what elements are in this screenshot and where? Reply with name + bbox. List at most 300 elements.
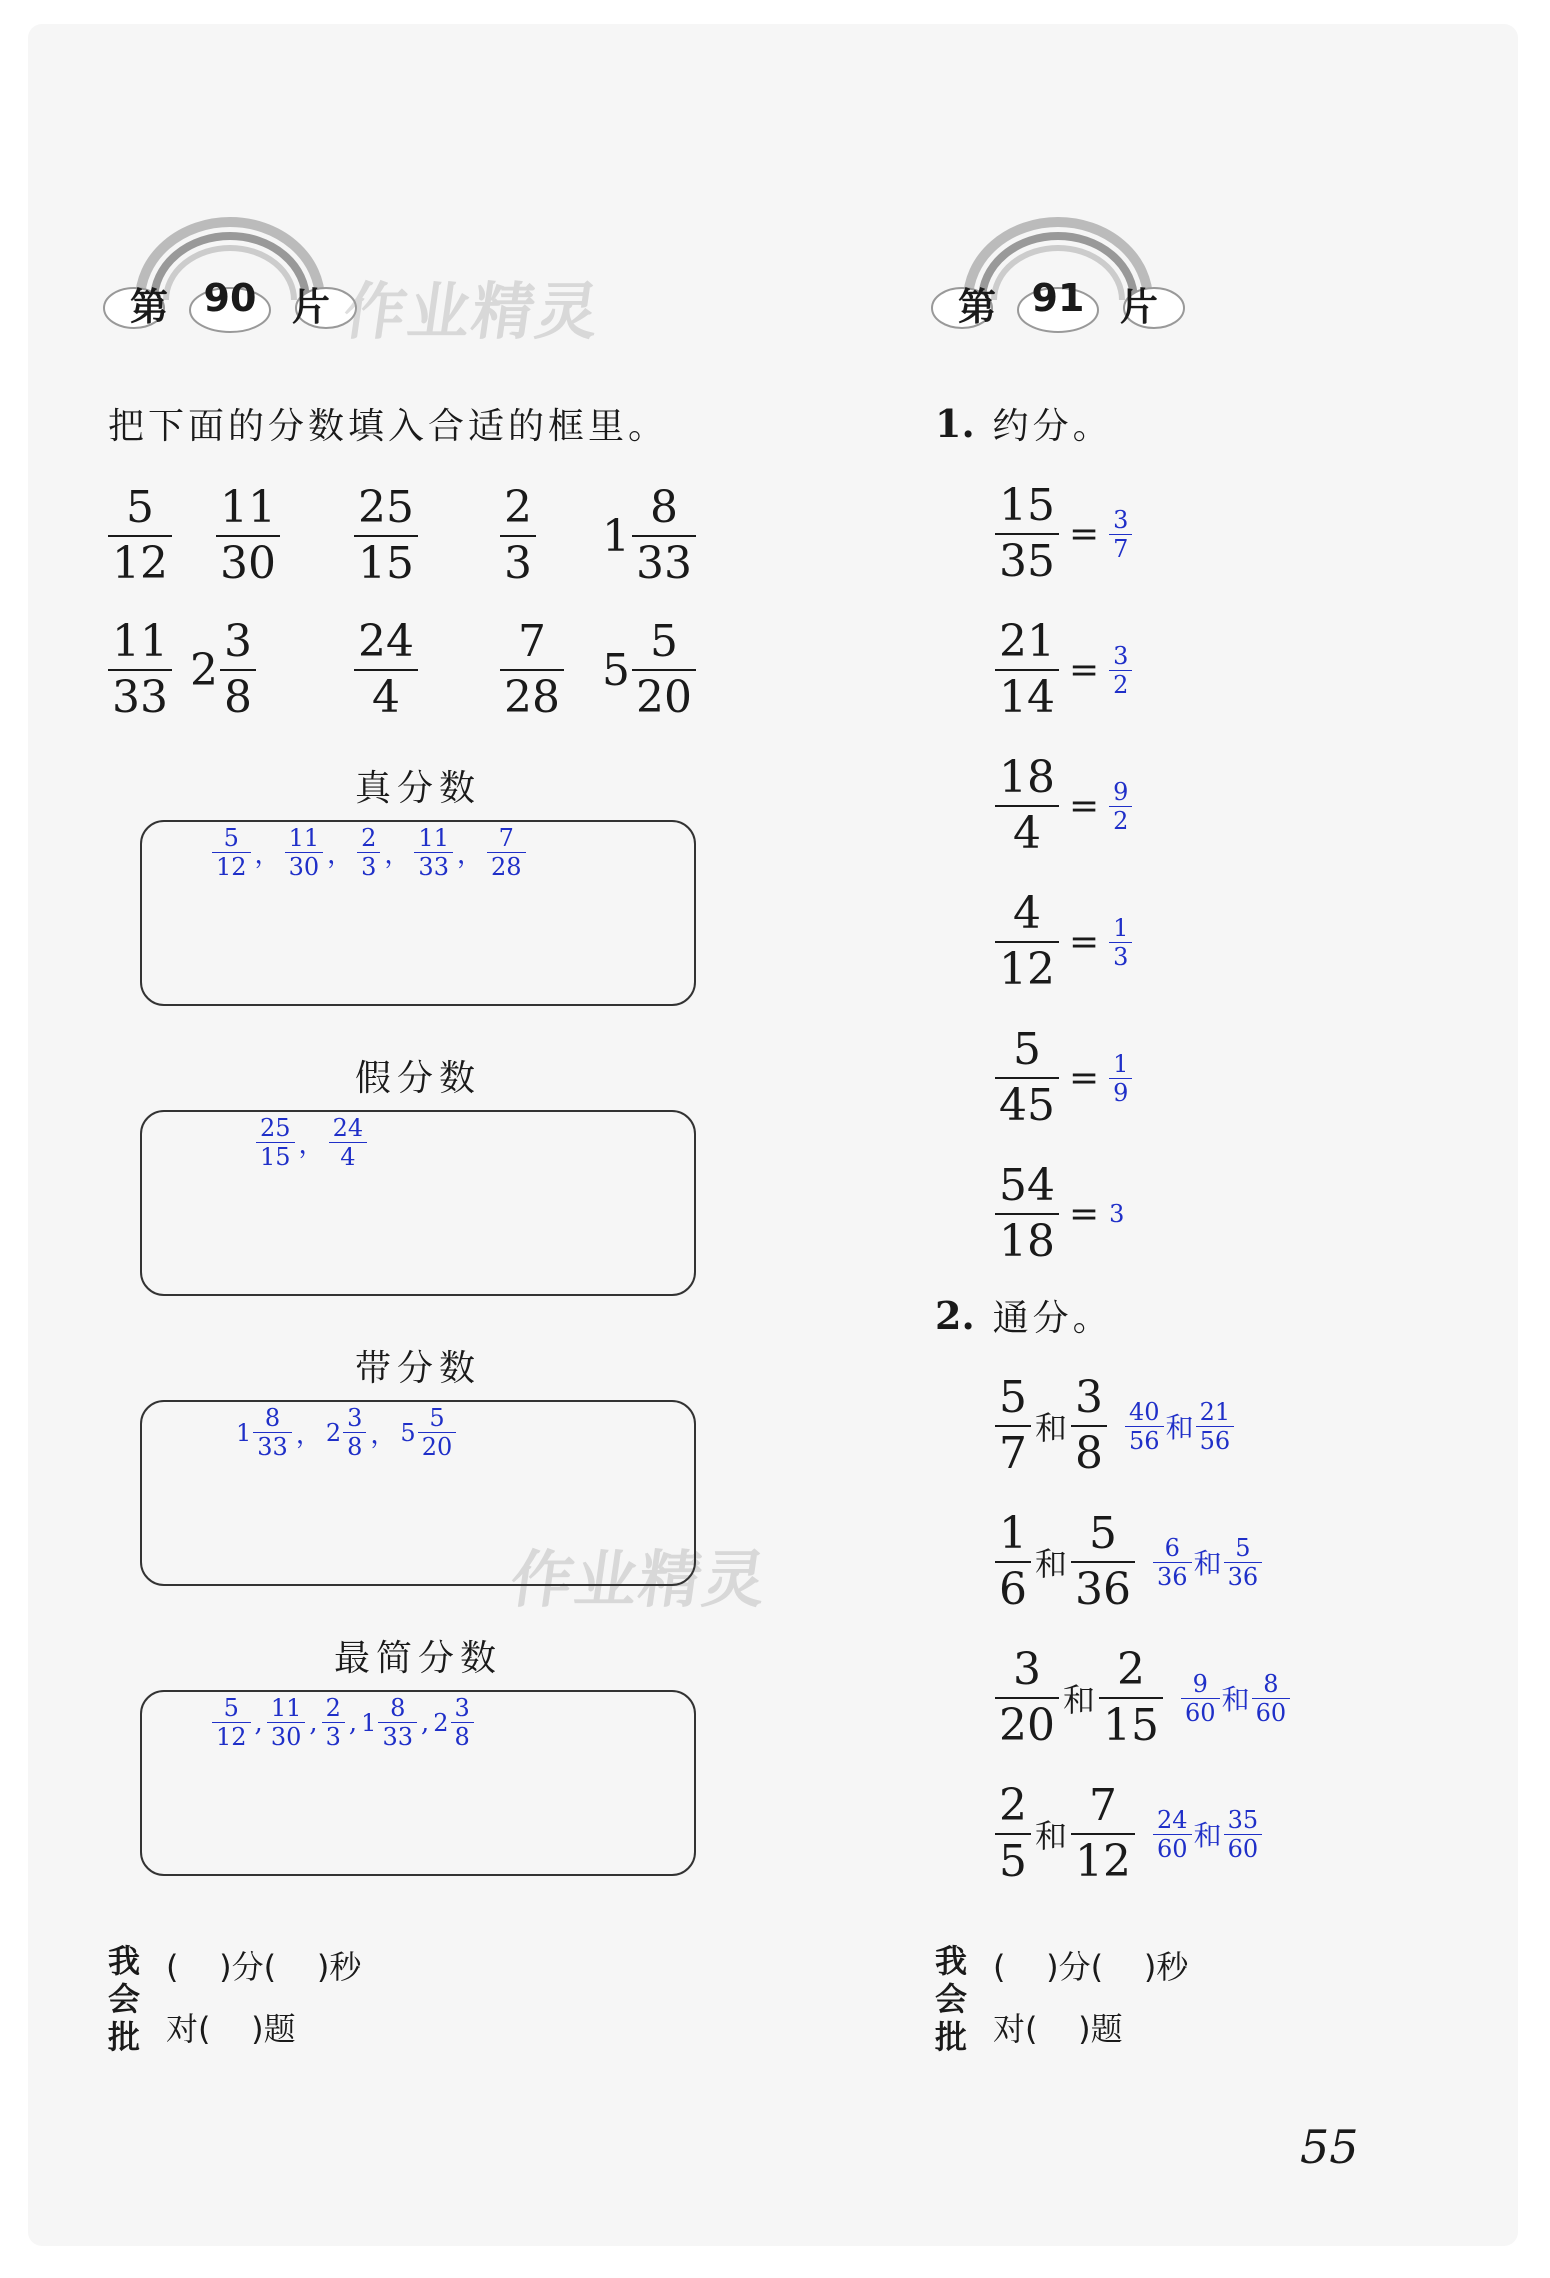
fraction-stack: [487, 826, 526, 879]
numerator: 3: [454, 1694, 470, 1722]
fraction: [236, 1406, 292, 1459]
fraction-bar: [632, 535, 696, 537]
denominator: 12: [216, 853, 247, 881]
denominator: 7: [999, 1428, 1027, 1479]
numerator: 24: [358, 616, 414, 667]
lesson-badge-91: [928, 210, 1188, 340]
fraction: [1109, 913, 1132, 971]
self-check-char: 会: [935, 1980, 968, 2018]
fraction: [995, 1372, 1031, 1479]
fraction-stack: [418, 1406, 457, 1459]
numerator: 6: [1164, 1533, 1180, 1562]
self-check-char: 我: [108, 1942, 141, 1980]
self-check-right: [935, 1942, 1335, 2072]
fraction: [1196, 1397, 1235, 1455]
fraction-bar: [220, 669, 256, 671]
fraction-stack: [451, 1696, 474, 1749]
fraction-stack: [1071, 1780, 1135, 1887]
fraction-bar: [1071, 1561, 1135, 1563]
reduce-item: [995, 888, 1132, 995]
denominator: 8: [347, 1433, 363, 1461]
fraction: [212, 1696, 251, 1749]
fraction-integer: 3: [1109, 1200, 1125, 1228]
fraction-bar: [995, 1697, 1059, 1699]
denominator: 8: [454, 1723, 470, 1751]
fraction: [995, 1780, 1031, 1887]
fraction-stack: [995, 480, 1059, 587]
fraction-stack: [329, 1116, 368, 1169]
fraction-bar: [995, 1561, 1031, 1563]
fraction: [995, 480, 1059, 587]
fraction: [326, 1406, 367, 1459]
numerator: 3: [1013, 1644, 1041, 1695]
denominator: 36: [1075, 1564, 1132, 1615]
numerator: 8: [650, 482, 678, 533]
numerator: 21: [1199, 1397, 1231, 1426]
badge-prefix: 第: [130, 285, 169, 329]
denominator: 60: [1227, 1834, 1259, 1863]
fraction: [1224, 1533, 1263, 1591]
and-word-answer: 和: [1165, 1411, 1194, 1444]
numerator: 1: [999, 1508, 1027, 1559]
numerator: 11: [288, 824, 320, 852]
fraction-stack: [1071, 1372, 1107, 1479]
self-check-char: 批: [108, 2018, 141, 2056]
box-label-proper: 真分数: [354, 768, 481, 809]
numerator: 5: [999, 1372, 1027, 1423]
separator: ，: [254, 840, 281, 870]
and-word-answer: 和: [1221, 1683, 1250, 1716]
reduce-item: [995, 616, 1132, 723]
fraction-stack: [414, 826, 453, 879]
denominator: 8: [224, 672, 252, 723]
fraction-stack: [632, 616, 696, 723]
fraction: [285, 826, 324, 879]
fraction: [400, 1406, 456, 1459]
denominator: 36: [1227, 1562, 1259, 1591]
time-field: ( )分( )秒: [166, 1948, 362, 1986]
fraction: [354, 616, 418, 723]
fraction-bar: [1071, 1833, 1135, 1835]
denominator: 2: [1113, 806, 1129, 835]
separator: ,: [254, 1707, 263, 1738]
fraction: [1153, 1533, 1192, 1591]
reduce-item: [995, 1024, 1132, 1131]
answer-pair: [1153, 1805, 1262, 1863]
fraction-stack: [216, 482, 280, 589]
equals-sign: =: [1069, 513, 1100, 555]
badge-prefix: 第: [958, 285, 997, 329]
numerator: 18: [999, 752, 1055, 803]
numerator: 2: [1117, 1644, 1146, 1695]
fraction: [1224, 1805, 1263, 1863]
fraction-bar: [1099, 1697, 1163, 1699]
fraction: [1153, 1805, 1192, 1863]
numerator: 3: [347, 1404, 363, 1432]
fraction: [414, 826, 453, 879]
fraction: [108, 616, 172, 723]
equals-sign: =: [1069, 785, 1100, 827]
separator: ，: [327, 840, 354, 870]
denominator: 20: [999, 1700, 1055, 1751]
badge-number: 90: [203, 276, 257, 320]
fraction: [256, 1116, 295, 1169]
fraction-bar: [995, 805, 1059, 807]
fraction-bar: [995, 533, 1059, 535]
denominator: 12: [216, 1723, 247, 1751]
denominator: 33: [382, 1723, 413, 1751]
fraction-bar: [354, 535, 418, 537]
fraction-stack: [378, 1696, 417, 1749]
fraction-stack: [108, 482, 172, 589]
denominator: 60: [1157, 1834, 1188, 1863]
separator: ，: [456, 840, 483, 870]
numerator: 3: [1075, 1372, 1104, 1423]
denominator: 20: [636, 672, 692, 723]
denominator: 3: [361, 853, 377, 881]
equals-sign: =: [1069, 1057, 1100, 1099]
and-word: 和: [1035, 1545, 1068, 1583]
numerator: 7: [518, 616, 546, 667]
answer-pair: [1181, 1669, 1290, 1727]
denominator: 6: [999, 1564, 1027, 1615]
fraction-stack: [1224, 1533, 1263, 1591]
numerator: 11: [220, 482, 276, 533]
fraction: [995, 888, 1059, 995]
fraction-bar: [108, 535, 172, 537]
common-denominator-item: [995, 1508, 1262, 1615]
denominator: 60: [1255, 1698, 1287, 1727]
denominator: 18: [999, 1216, 1055, 1267]
numerator: 3: [1113, 641, 1129, 670]
question-number: 2.: [935, 1293, 975, 1338]
fraction: [1099, 1644, 1163, 1751]
numerator: 15: [999, 480, 1055, 531]
denominator: 12: [112, 538, 168, 589]
fraction-stack: [1071, 1508, 1135, 1615]
answer-pair: [1125, 1397, 1234, 1455]
fraction-stack: [354, 616, 418, 723]
fraction-bar: [500, 535, 536, 537]
and-word-answer: 和: [1193, 1547, 1222, 1580]
denominator: 3: [504, 538, 532, 589]
denominator: 7: [1113, 534, 1129, 563]
denominator: 60: [1185, 1698, 1216, 1727]
fraction-stack: [212, 1696, 251, 1749]
numerator: 11: [270, 1694, 302, 1722]
self-check-char: 会: [108, 1980, 141, 2018]
reduce-item: [995, 1160, 1125, 1267]
fraction-stack: [1125, 1397, 1164, 1455]
fraction-bar: [632, 669, 696, 671]
fraction-stack: [632, 482, 696, 589]
fraction-stack: [108, 616, 172, 723]
fraction-bar: [995, 1213, 1059, 1215]
numerator: 24: [332, 1114, 364, 1142]
fraction-stack: [1109, 777, 1132, 835]
fraction-stack: [1224, 1805, 1263, 1863]
reduce-item: [995, 752, 1132, 859]
denominator: 4: [340, 1143, 356, 1171]
time-field: ( )分( )秒: [993, 1948, 1189, 1986]
answer-box-improper: [140, 1110, 696, 1296]
denominator: 15: [1103, 1700, 1160, 1751]
fraction-stack: [995, 1644, 1059, 1751]
fraction: [322, 1696, 345, 1749]
numerator: 8: [1263, 1669, 1279, 1698]
numerator: 5: [223, 824, 239, 852]
fraction-whole: 5: [602, 644, 630, 696]
watermark: 作业精灵: [506, 1543, 773, 1616]
fraction-bar: [995, 1833, 1031, 1835]
question-title: 通分。: [992, 1298, 1113, 1339]
fraction-stack: [500, 616, 564, 723]
denominator: 30: [288, 853, 320, 881]
fraction: [602, 482, 696, 589]
fraction-stack: [1109, 641, 1132, 699]
denominator: 45: [999, 1080, 1055, 1131]
fraction: [267, 1696, 306, 1749]
correct-field: 对( )题: [993, 2010, 1123, 2048]
denominator: 3: [325, 1723, 341, 1751]
fraction-stack: [995, 1508, 1031, 1615]
denominator: 56: [1199, 1426, 1231, 1455]
badge-suffix: 片: [1119, 285, 1158, 329]
numerator: 35: [1227, 1805, 1259, 1834]
fraction: [329, 1116, 368, 1169]
numerator: 1: [1113, 1049, 1129, 1078]
fraction: [1109, 1049, 1132, 1107]
numerator: 7: [1089, 1780, 1118, 1831]
box-label-mixed: 带分数: [354, 1348, 481, 1389]
numerator: 7: [498, 824, 514, 852]
fraction: [602, 616, 696, 723]
fraction-whole: 2: [433, 1708, 449, 1737]
answer-pair: [1153, 1533, 1262, 1591]
denominator: 4: [1013, 808, 1041, 859]
denominator: 30: [270, 1723, 302, 1751]
fraction-bar: [108, 669, 172, 671]
self-check-left: [108, 1942, 508, 2072]
fraction: [108, 482, 172, 589]
fraction-bar: [354, 669, 418, 671]
fraction-bar: [216, 535, 280, 537]
fraction: [995, 1024, 1059, 1131]
fraction: [500, 482, 536, 589]
fraction-stack: [285, 826, 324, 879]
denominator: 33: [418, 853, 449, 881]
numerator: 3: [1113, 505, 1129, 534]
fraction-whole: 5: [400, 1418, 416, 1447]
fraction: [995, 1644, 1059, 1751]
numerator: 11: [112, 616, 168, 667]
separator: ，: [295, 1420, 322, 1450]
fraction-whole: 2: [190, 644, 218, 696]
self-check-char: 批: [935, 2018, 968, 2056]
fraction-bar: [995, 669, 1059, 671]
fraction: [433, 1696, 474, 1749]
instruction-text: 把下面的分数填入合适的框里。: [108, 406, 669, 447]
fraction: [357, 826, 380, 879]
denominator: 56: [1129, 1426, 1160, 1455]
fraction-stack: [212, 826, 251, 879]
fraction-stack: [995, 1024, 1059, 1131]
separator: ，: [370, 1420, 397, 1450]
fraction: [1071, 1508, 1135, 1615]
numerator: 11: [418, 824, 449, 852]
fraction-stack: [354, 482, 418, 589]
numerator: 21: [999, 616, 1055, 667]
fraction-bar: [500, 669, 564, 671]
watermark: 作业精灵: [339, 275, 606, 348]
denominator: 5: [999, 1836, 1027, 1887]
fraction-stack: [1099, 1644, 1163, 1751]
denominator: 33: [257, 1433, 288, 1461]
fraction-stack: [995, 616, 1059, 723]
question-number: 1.: [935, 401, 975, 446]
fraction-stack: [357, 826, 380, 879]
fraction-bar: [995, 941, 1059, 943]
denominator: 15: [260, 1143, 291, 1171]
fraction: [354, 482, 418, 589]
denominator: 12: [1075, 1836, 1132, 1887]
fraction: [216, 482, 280, 589]
fraction: [212, 826, 251, 879]
fraction-stack: [1252, 1669, 1291, 1727]
numerator: 5: [126, 482, 154, 533]
numerator: 9: [1192, 1669, 1208, 1698]
numerator: 8: [264, 1404, 281, 1432]
denominator: 8: [1075, 1428, 1104, 1479]
numerator: 5: [223, 1694, 239, 1722]
and-word: 和: [1063, 1681, 1096, 1719]
denominator: 36: [1157, 1562, 1188, 1591]
fraction: [995, 752, 1059, 859]
denominator: 4: [372, 672, 400, 723]
question-title: 约分。: [992, 406, 1113, 447]
fraction-bar: [1071, 1425, 1107, 1427]
denominator: 2: [1113, 670, 1129, 699]
numerator: 1: [1113, 913, 1129, 942]
fraction-stack: [1181, 1669, 1220, 1727]
numerator: 2: [504, 482, 532, 533]
fraction-stack: [995, 1160, 1059, 1267]
numerator: 5: [1013, 1024, 1041, 1075]
numerator: 5: [429, 1404, 445, 1432]
box-answers-mixed: [236, 1406, 456, 1459]
and-word: 和: [1035, 1817, 1068, 1855]
fraction-stack: [253, 1406, 292, 1459]
fraction: [1125, 1397, 1164, 1455]
fraction-stack: [1196, 1397, 1235, 1455]
fraction-whole: 1: [361, 1708, 377, 1737]
denominator: 15: [358, 538, 414, 589]
denominator: 28: [504, 672, 560, 723]
separator: ，: [384, 840, 411, 870]
fraction-stack: [343, 1406, 366, 1459]
box-label-improper: 假分数: [354, 1058, 481, 1099]
separator: ,: [309, 1707, 318, 1738]
fraction: [1109, 777, 1132, 835]
reduce-item: [995, 480, 1132, 587]
numerator: 5: [1089, 1508, 1118, 1559]
equals-sign: =: [1069, 649, 1100, 691]
question-1-header: [935, 398, 1113, 449]
box-label-simplest: 最简分数: [333, 1638, 502, 1679]
fraction: [995, 1508, 1031, 1615]
fraction-stack: [995, 1372, 1031, 1479]
badge-number: 91: [1031, 276, 1085, 320]
common-denominator-item: [995, 1372, 1234, 1479]
fraction: [1181, 1669, 1220, 1727]
numerator: 2: [999, 1780, 1027, 1831]
denominator: 33: [112, 672, 168, 723]
fraction-bar: [995, 1425, 1031, 1427]
fraction-stack: [995, 752, 1059, 859]
numerator: 24: [1157, 1805, 1188, 1834]
fraction-stack: [256, 1116, 295, 1169]
box-answers-proper: [212, 826, 526, 879]
page-number: 55: [1300, 2120, 1359, 2174]
common-denominator-item: [995, 1780, 1262, 1887]
fraction-stack: [220, 616, 256, 723]
fraction: [995, 1160, 1059, 1267]
numerator: 40: [1129, 1397, 1160, 1426]
fraction-stack: [267, 1696, 306, 1749]
denominator: 14: [999, 672, 1055, 723]
fraction-stack: [1109, 1049, 1132, 1107]
box-answers-simplest: [212, 1696, 474, 1749]
box-answers-improper: [256, 1116, 367, 1169]
fraction-whole: 2: [325, 1418, 342, 1447]
fraction: [361, 1696, 417, 1749]
denominator: 28: [490, 853, 522, 881]
denominator: 12: [999, 944, 1055, 995]
fraction-stack: [1153, 1805, 1192, 1863]
separator: ,: [421, 1707, 430, 1738]
numerator: 2: [325, 1694, 341, 1722]
numerator: 2: [361, 824, 377, 852]
fraction: [487, 826, 526, 879]
fraction-stack: [995, 1780, 1031, 1887]
equals-sign: =: [1069, 921, 1100, 963]
numerator: 25: [260, 1114, 291, 1142]
denominator: 30: [220, 538, 276, 589]
numerator: 25: [358, 482, 414, 533]
fraction-whole: 1: [236, 1418, 252, 1447]
fraction: [500, 616, 564, 723]
numerator: 3: [224, 616, 252, 667]
self-check-char: 我: [935, 1942, 968, 1980]
fraction: [1252, 1669, 1291, 1727]
fraction: [190, 616, 256, 723]
fraction: [1109, 641, 1132, 699]
numerator: 5: [1235, 1533, 1251, 1562]
denominator: 35: [999, 536, 1055, 587]
fraction-stack: [1109, 505, 1132, 563]
numerator: 8: [390, 1694, 406, 1722]
fraction: [1071, 1372, 1107, 1479]
denominator: 9: [1113, 1078, 1129, 1107]
badge-suffix: 片: [291, 285, 330, 329]
equals-sign: =: [1069, 1193, 1100, 1235]
fraction-bar: [995, 1077, 1059, 1079]
numerator: 9: [1113, 777, 1129, 806]
numerator: 5: [650, 616, 678, 667]
fraction-stack: [500, 482, 536, 589]
fraction-stack: [1109, 913, 1132, 971]
fraction: [995, 616, 1059, 723]
